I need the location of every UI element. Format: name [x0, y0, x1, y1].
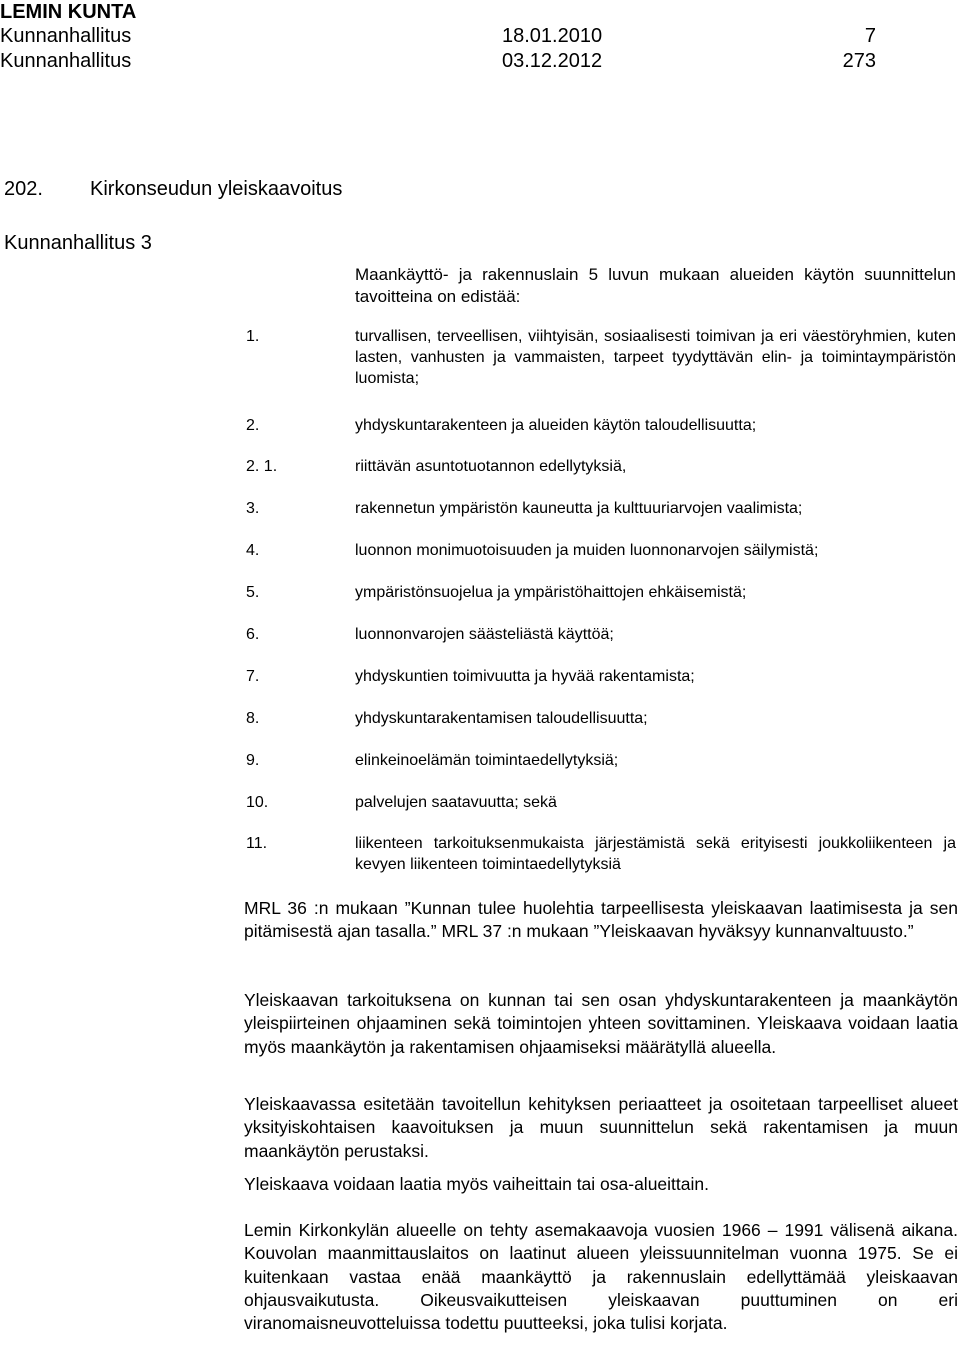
meeting-body-1: Kunnanhallitus: [0, 25, 132, 47]
agenda-item-reference: Kunnanhallitus 3: [4, 232, 152, 254]
meeting-body-2: Kunnanhallitus: [0, 50, 132, 72]
list-item: rakennetun ympäristön kauneutta ja kulttuuriarvojen vaalimista;: [355, 500, 803, 517]
list-number: 11.: [246, 835, 268, 852]
section-number-2: 273: [842, 50, 876, 72]
list-item: yhdyskuntien toimivuutta ja hyvää rakentamista;: [355, 668, 695, 685]
list-item: riittävän asuntotuotannon edellytyksiä,: [355, 458, 627, 475]
agenda-item-title: Kirkonseudun yleiskaavoitus: [90, 178, 343, 200]
list-number: 4.: [246, 542, 260, 559]
list-number: 1.: [246, 328, 260, 345]
paragraph-history: Lemin Kirkonkylän alueelle on tehty asemakaavoja vuosien 1966 – 1991 välisenä aikana. Kouvolan maanmittauslaitos on laatinut alueen yleissuunnitelman vuonna 1975. Se ei kuitenkaan vastaa enää maankäyttö ja rakennuslain edellyttämää yleiskaavan ohjausvaikutusta. Oikeusvaikutteisen yleiskaavan puuttuminen on eri viranomaisneuvotteluissa todettu puutteeksi, joka tulisi korjata.: [244, 1220, 958, 1334]
list-item: luonnonvarojen säästeliästä käyttöä;: [355, 626, 614, 643]
list-number: 7.: [246, 668, 260, 685]
paragraph-mrl: MRL 36 :n mukaan ”Kunnan tulee huolehtia tarpeellisesta yleiskaavan laatimisesta ja sen pitämisestä ajan tasalla.” MRL 37 :n mukaan ”Yleiskaavan hyväksyy kunnanvaltuusto.”: [244, 898, 958, 942]
list-item: palvelujen saatavuutta; sekä: [355, 794, 557, 811]
list-item: liikenteen tarkoituksenmukaista järjestämistä sekä erityisesti joukkoliikenteen ja kevyen liikenteen toimintaedellytyksiä: [355, 835, 956, 873]
paragraph-phases: Yleiskaava voidaan laatia myös vaiheittain tai osa-alueittain.: [244, 1174, 709, 1194]
agenda-item-number: 202.: [4, 178, 43, 200]
list-number: 5.: [246, 584, 260, 601]
intro-text: Maankäyttö- ja rakennuslain 5 luvun mukaan alueiden käytön suunnittelun tavoitteina on edistää:: [355, 265, 956, 306]
list-item: yhdyskuntarakentamisen taloudellisuutta;: [355, 710, 648, 727]
paragraph-principles: Yleiskaavassa esitetään tavoitellun kehityksen periaatteet ja osoitetaan tarpeelliset alueet yksityiskohtaisen kaavoituksen ja muun suunnittelun sekä rakentamisen ja muun maankäytön perustaksi.: [244, 1094, 958, 1161]
list-item: turvallisen, terveellisen, viihtyisän, sosiaalisesti toimivan ja eri väestöryhmien, kuten lasten, vanhusten ja vammaisten, tarpeet tyydyttävän elin- ja toimintaympäristön luomista;: [355, 328, 956, 387]
list-number: 9.: [246, 752, 260, 769]
list-item: luonnon monimuotoisuuden ja muiden luonnonarvojen säilymistä;: [355, 542, 819, 559]
list-number: 8.: [246, 710, 260, 727]
section-number-1: 7: [864, 25, 876, 47]
list-item: ympäristönsuojelua ja ympäristöhaittojen ehkäisemistä;: [355, 584, 747, 601]
list-item: yhdyskuntarakenteen ja alueiden käytön taloudellisuutta;: [355, 417, 757, 434]
list-item: elinkeinoelämän toimintaedellytyksiä;: [355, 752, 619, 769]
list-number: 3.: [246, 500, 260, 517]
list-number: 6.: [246, 626, 260, 643]
list-number: 2.: [246, 417, 260, 434]
meeting-date-2: 03.12.2012: [502, 50, 603, 72]
meeting-date-1: 18.01.2010: [502, 25, 603, 47]
list-number: 10.: [246, 794, 269, 811]
paragraph-purpose: Yleiskaavan tarkoituksena on kunnan tai sen osan yhdyskuntarakenteen ja maankäytön yleispiirteinen ohjaaminen sekä toimintojen yhteen sovittaminen. Yleiskaava voidaan laatia myös maankäytön ja rakentamisen ohjaamiseksi määrätyllä alueella.: [244, 990, 958, 1057]
organization-name: LEMIN KUNTA: [0, 1, 137, 23]
list-number: 2. 1.: [246, 458, 278, 475]
